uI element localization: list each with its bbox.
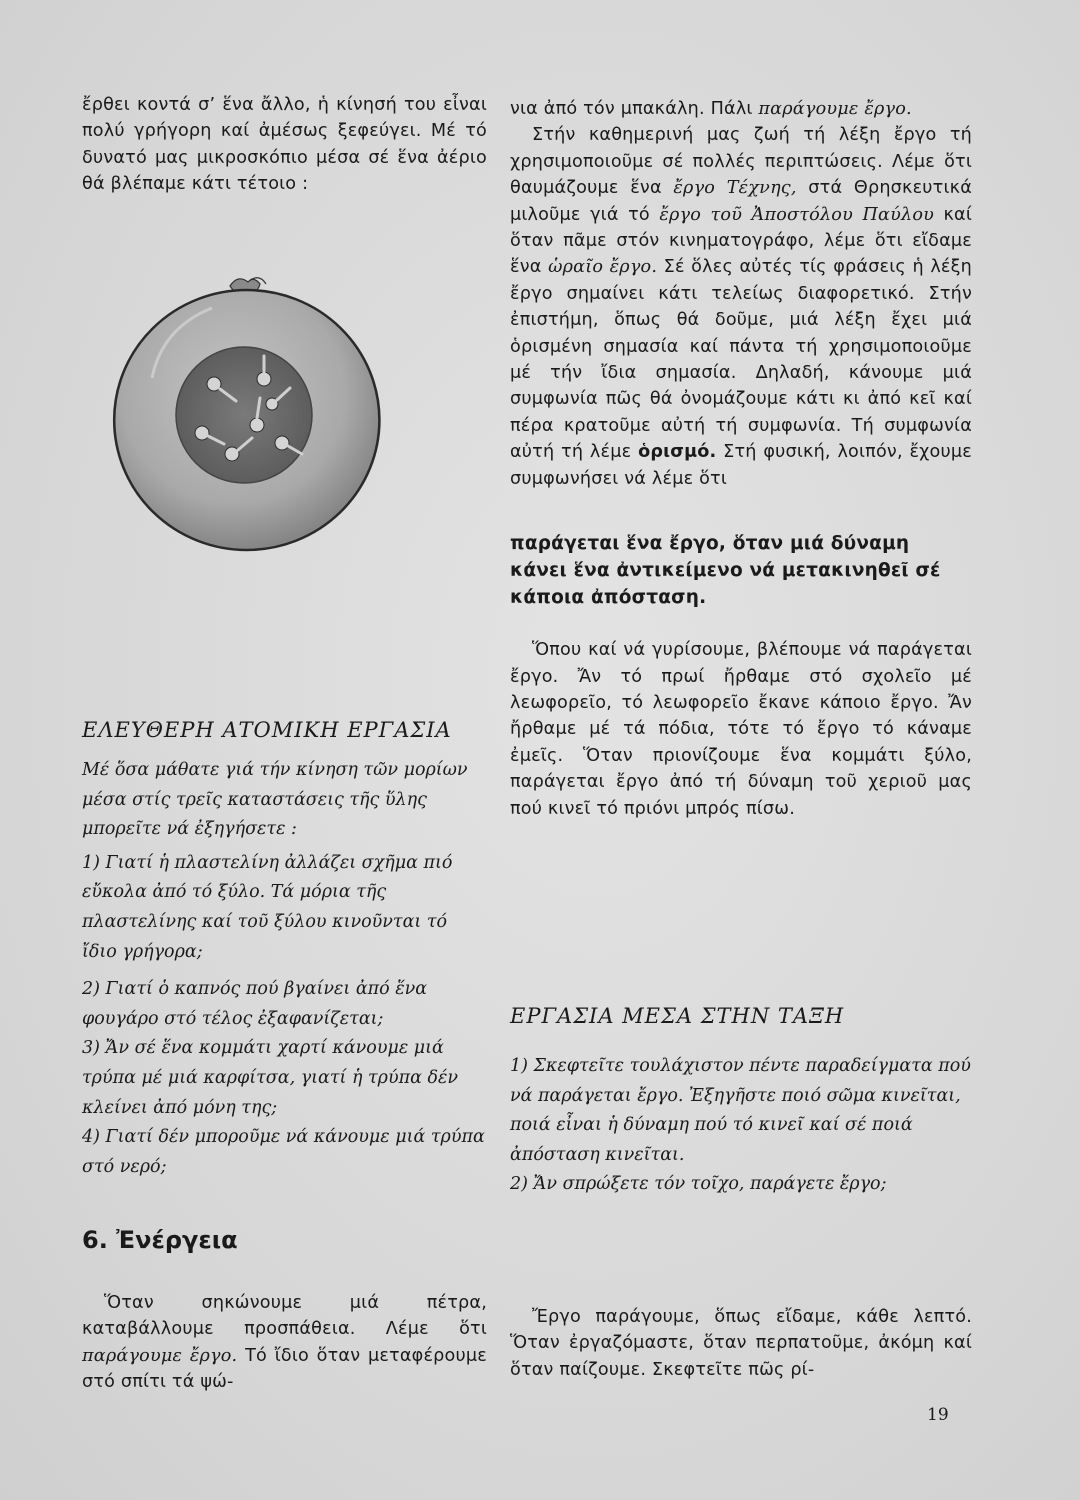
individual-exercise-q2: 2) Γιατί ὁ καπνός πού βγαίνει ἀπό ἕνα φουγάρο στό τέλος ἐξαφανίζεται; xyxy=(82,979,428,1029)
work-definition: παράγεται ἕνα ἔργο, ὅταν μιά δύναμη κάνει ἕνα ἀντικείμενο νά μετακινηθεῖ σέ κάποια ἀπόσταση. xyxy=(510,533,941,609)
individual-exercise-q3: 3) Ἄν σέ ἕνα κομμάτι χαρτί κάνουμε μιά τρύπα μέ μιά καρφίτσα, γιατί ἡ τρύπα δέν κλείνει ἀπό μόνη της; xyxy=(82,1038,459,1118)
section-title: 6. Ἐνέργεια xyxy=(82,1226,238,1254)
right-p1-text: νια ἀπό τόν μπακάλη. Πάλι xyxy=(510,99,759,119)
right-p1-italic: παράγουμε ἔργο. xyxy=(758,99,912,119)
energy-section xyxy=(82,1226,487,1396)
right-p2-text-b: στά Θρησκευτικά μιλοῦμε γιά τό xyxy=(510,178,972,225)
right-p2-text-d: Σέ ὅλες αὐτές τίς φράσεις ἡ λέξη ἔργο σημαίνει κάτι τελείως διαφορετικό. Στήν ἐπιστήμη, ὅπως θά δοῦμε, μιά λέξη ἔχει μιά ὁρισμένη σημασία καί πάντα τή χρησιμοποιοῦμε μέ τήν ἴδια σημασία. Δηλαδή, κάνουμε μιά συμφωνία πῶς θά ὀνομάζουμε κάτι κι ἀπό κεῖ καί πέρα κρατοῦμε αὐτή τή συμφωνία. Τή συμφωνία αὐτή τή λέμε xyxy=(510,257,973,463)
right-paragraph-3: Ὅπου καί νά γυρίσουμε, βλέπουμε νά παράγεται ἔργο. Ἄν τό πρωί ἤρθαμε στό σχολεῖο μέ λεωφορεῖο, τό λεωφορεῖο ἔκανε κάποιο ἔργο. Ἄν ἤρθαμε μέ τά πόδια, τότε τό ἔργο τό κάναμε ἐμεῖς. Ὅταν πριονίζουμε ἕνα κομμάτι ξύλο, παράγεται ἔργο ἀπό τή δύναμη τοῦ χεριοῦ μας πού κινεῖ τό πριόνι μπρός πίσω. xyxy=(510,640,972,819)
energy-text-b: Τό ἴδιο ὅταν μεταφέρουμε στό σπίτι τά ψώ- xyxy=(82,1345,487,1393)
right-p2-text-c: καί ὅταν πᾶμε στόν κινηματογράφο, λέμε ὅτι εἴδαμε ἕνα xyxy=(510,204,972,278)
class-exercise xyxy=(510,1004,972,1200)
definition-term: ὁρισμό. xyxy=(638,442,717,463)
individual-exercise-lead: Μέ ὅσα μάθατε γιά τήν κίνηση τῶν μορίων μέσα στίς τρεῖς καταστάσεις τῆς ὕλης μπορεῖτε νά ἐξηγήσετε : xyxy=(82,760,468,840)
right-p2-italic-1: ἔργο Τέχνης, xyxy=(673,178,797,199)
gas-balloon-illustration xyxy=(112,268,392,578)
individual-exercise-q4: 4) Γιατί δέν μποροῦμε νά κάνουμε μιά τρύπα στό νερό; xyxy=(82,1127,485,1177)
class-exercise-title: ΕΡΓΑΣΙΑ ΜΕΣΑ ΣΤΗΝ ΤΑΞΗ xyxy=(510,1004,845,1028)
individual-exercise-title: ΕΛΕΥΘΕΡΗ ΑΤΟΜΙΚΗ ΕΡΓΑΣΙΑ xyxy=(82,718,452,742)
right-p2-text-a: Στήν καθημερινή μας ζωή τή λέξη ἔργο τή χρησιμοποιοῦμε σέ πολλές περιπτώσεις. Λέμε ὅτι θαυμάζουμε ἕνα xyxy=(510,125,972,199)
energy-text-italic: παράγουμε ἔργο. xyxy=(82,1345,238,1366)
right-p2-italic-3: ὡραῖο ἔργο. xyxy=(548,257,658,278)
energy-text-a: Ὅταν σηκώνουμε μιά πέτρα, καταβάλλουμε προσπάθεια. Λέμε ὅτι xyxy=(82,1293,487,1340)
closing-paragraph xyxy=(510,1304,972,1383)
right-paragraph-1 xyxy=(510,96,972,122)
intro-paragraph: ἔρθει κοντά σ’ ἕνα ἄλλο, ἡ κίνησή του εἶναι πολύ γρήγορη καί ἀμέσως ξεφεύγει. Μέ τό δυνατό μας μικροσκόπιο μέσα σέ ἕνα ἀέριο θά βλέπαμε κάτι τέτοιο : xyxy=(82,95,487,195)
class-exercise-q1: 1) Σκεφτεῖτε τουλάχιστον πέντε παραδείγματα πού νά παράγεται ἔργο. Ἐξηγῆστε ποιό σῶμα κινεῖται, ποιά εἶναι ἡ δύναμη πού τό κινεῖ καί σέ ποιά ἀπόσταση κινεῖται. xyxy=(510,1056,971,1165)
right-p2-italic-2: ἔργο τοῦ Ἀποστόλου Παύλου xyxy=(659,204,935,225)
individual-exercise xyxy=(82,718,487,1182)
individual-exercise-q1: 1) Γιατί ἡ πλαστελίνη ἀλλάζει σχῆμα πιό εὔκολα ἀπό τό ξύλο. Τά μόρια τῆς πλαστελίνης καί τοῦ ξύλου κινοῦνται τό ἴδιο γρήγορα; xyxy=(82,852,453,962)
right-column xyxy=(510,96,972,822)
energy-paragraph xyxy=(82,1290,487,1396)
class-exercise-q2: 2) Ἄν σπρώξετε τόν τοῖχο, παράγετε ἔργο; xyxy=(510,1174,887,1195)
balloon-molecules-icon xyxy=(112,268,392,578)
page-number: 19 xyxy=(927,1405,949,1425)
left-column xyxy=(82,92,487,198)
right-paragraph-2 xyxy=(510,122,972,492)
right-p2-text-e: Στή φυσική, λοιπόν, ἔχουμε συμφωνήσει νά λέμε ὅτι xyxy=(510,442,972,489)
right-paragraph-4: Ἔργο παράγουμε, ὅπως εἴδαμε, κάθε λεπτό. Ὅταν ἐργαζόμαστε, ὅταν περπατοῦμε, ἀκόμη καί ὅταν παίζουμε. Σκεφτεῖτε πῶς ρί- xyxy=(510,1307,972,1380)
